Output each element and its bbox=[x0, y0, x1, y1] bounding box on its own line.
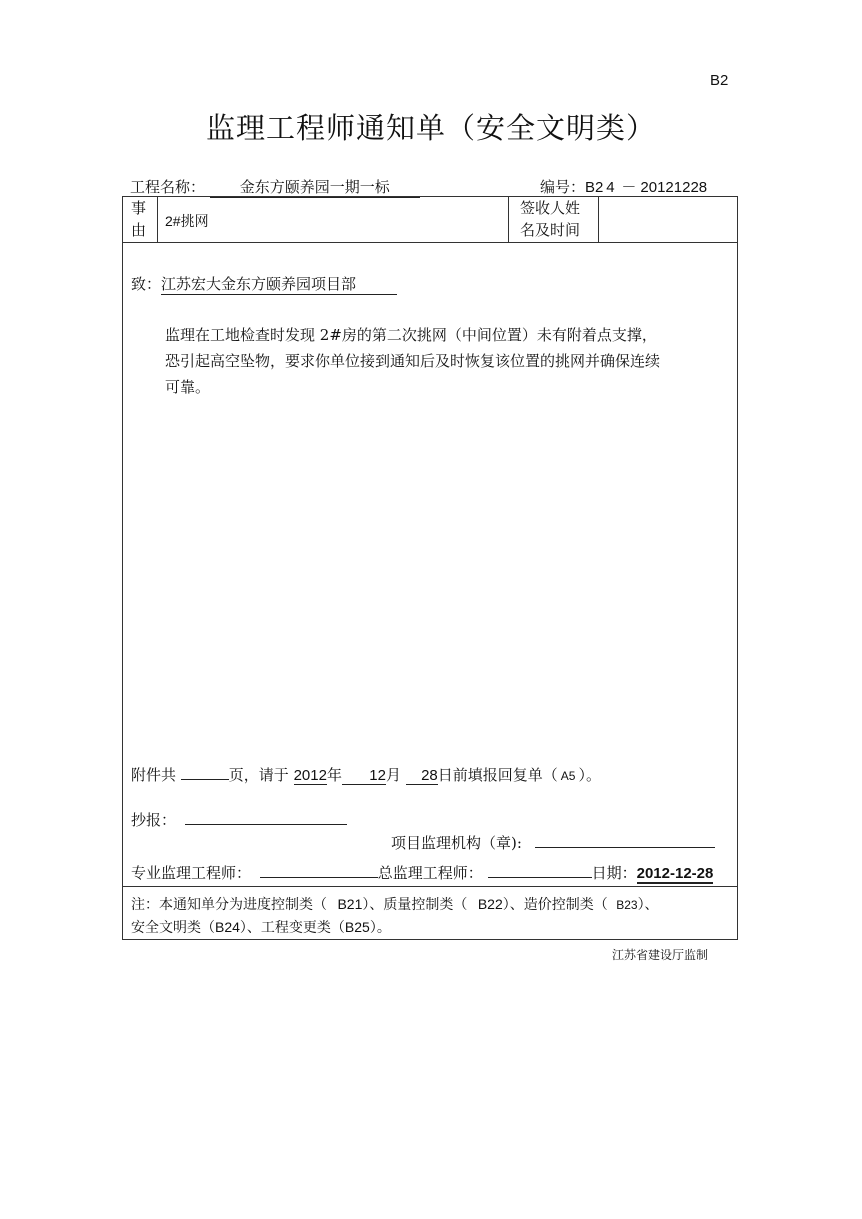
org-row bbox=[391, 831, 715, 853]
org-label: 项目监理机构（章): bbox=[391, 834, 522, 852]
chief-signature[interactable] bbox=[488, 861, 592, 878]
project-name-label: 工程名称： bbox=[130, 178, 206, 196]
note-text: ）、造价控制类（ bbox=[502, 897, 608, 913]
org-stamp-value[interactable] bbox=[535, 831, 715, 848]
number-row bbox=[540, 176, 722, 197]
code-b22: B22 bbox=[477, 896, 503, 912]
signer-value[interactable] bbox=[603, 201, 733, 237]
reply-month[interactable]: 12 bbox=[342, 767, 386, 785]
divider bbox=[508, 197, 509, 242]
note-line bbox=[131, 893, 659, 916]
signer-label-line: 名及时间 bbox=[520, 221, 581, 239]
code-b24: B24 bbox=[215, 919, 240, 935]
code-b21: B21 bbox=[337, 896, 363, 912]
specialist-signature[interactable] bbox=[260, 861, 378, 878]
date-value[interactable]: 2012-12-28 bbox=[636, 865, 714, 882]
note-text: 安全文明类（ bbox=[131, 920, 215, 936]
divider bbox=[123, 242, 737, 243]
reply-day[interactable]: 28 bbox=[406, 767, 438, 785]
page-title: 监理工程师通知单（安全文明类） bbox=[205, 111, 656, 145]
reason-label-line: 由 bbox=[131, 221, 147, 239]
divider bbox=[598, 197, 599, 242]
recipient-value[interactable]: 江苏宏大金东方颐养园项目部 bbox=[161, 273, 397, 295]
date-label: 日期： bbox=[591, 864, 637, 882]
attachment-text: 页，请于 bbox=[228, 766, 289, 784]
recipient-label: 致： bbox=[131, 275, 162, 293]
reply-form: A5 bbox=[560, 769, 576, 783]
notice-content bbox=[165, 322, 660, 400]
attachment-pages[interactable] bbox=[181, 779, 229, 780]
project-name-row bbox=[130, 176, 420, 198]
month-suffix: 月 bbox=[385, 766, 401, 784]
chief-label: 总监理工程师： bbox=[377, 864, 483, 882]
specialist-label: 专业监理工程师： bbox=[131, 864, 252, 882]
cc-label: 抄报： bbox=[131, 811, 177, 829]
number-label: 编号： bbox=[540, 178, 586, 196]
classification-note bbox=[131, 893, 659, 939]
number-prefix: B2 bbox=[585, 179, 604, 196]
note-text: 注：本通知单分为进度控制类（ bbox=[131, 897, 327, 913]
attachment-prefix: 附件共 bbox=[131, 766, 177, 784]
reply-suffix: ）。 bbox=[578, 766, 601, 784]
divider bbox=[123, 886, 737, 887]
note-text: ）、质量控制类（ bbox=[362, 897, 468, 913]
note-line bbox=[131, 916, 659, 939]
code-b23: B23 bbox=[616, 898, 638, 912]
attachment-row bbox=[131, 764, 601, 785]
cc-value[interactable] bbox=[185, 808, 347, 825]
number-category[interactable]: 4 bbox=[603, 179, 617, 197]
number-value[interactable]: 20121228 bbox=[640, 179, 722, 197]
divider bbox=[157, 197, 158, 242]
day-suffix: 日前填报回复单（ bbox=[437, 766, 558, 784]
issuer-footer: 江苏省建设厅监制 bbox=[612, 948, 709, 962]
note-text: ）、工程变更类（ bbox=[239, 920, 345, 936]
code-b25: B25 bbox=[344, 919, 370, 935]
content-line: 恐引起高空坠物，要求你单位接到通知后及时恢复该位置的挑网并确保连续 bbox=[165, 352, 661, 370]
note-text: ）。 bbox=[369, 920, 391, 936]
reply-year[interactable]: 2012 bbox=[293, 767, 327, 784]
form-code: B2 bbox=[710, 72, 729, 89]
recipient-row bbox=[131, 273, 397, 295]
signer-label bbox=[520, 197, 580, 241]
cc-row bbox=[131, 808, 347, 830]
reason-label-line: 事 bbox=[131, 199, 147, 217]
project-name-value[interactable]: 金东方颐养园一期一标 bbox=[210, 176, 420, 198]
note-text: ）、 bbox=[637, 897, 659, 913]
content-line: 监理在工地检查时发现 2#房的第二次挑网（中间位置）未有附着点支撑， bbox=[165, 326, 657, 344]
reason-value[interactable]: 2#挑网 bbox=[165, 213, 209, 229]
number-dash: － bbox=[621, 179, 637, 196]
content-line: 可靠。 bbox=[165, 378, 211, 396]
year-suffix: 年 bbox=[326, 766, 342, 784]
signature-row bbox=[131, 861, 713, 884]
signer-label-line: 签收人姓 bbox=[520, 199, 581, 217]
reason-label bbox=[131, 197, 146, 241]
notice-table bbox=[122, 196, 738, 940]
